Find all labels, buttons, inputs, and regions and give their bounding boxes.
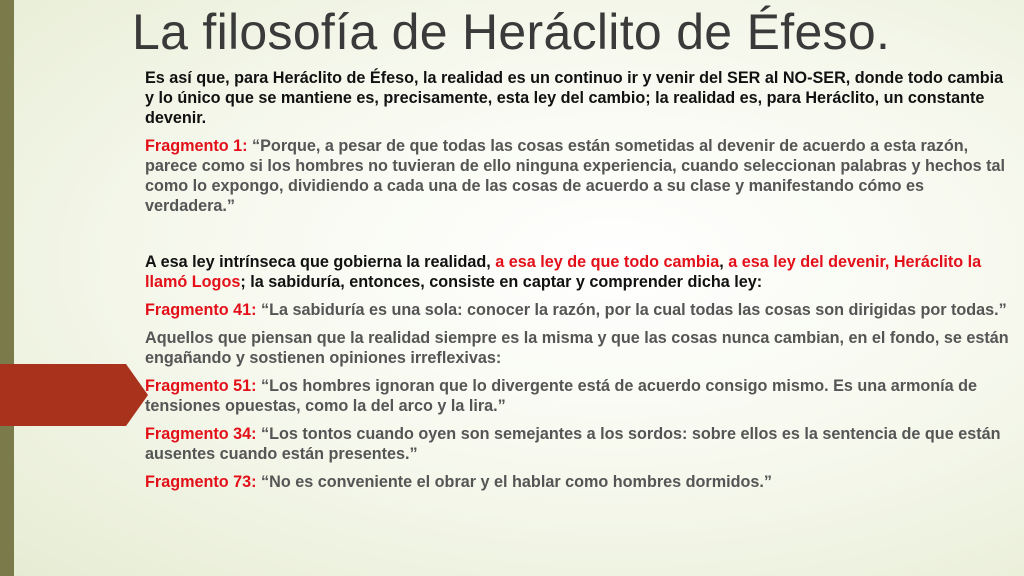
red-arrow-tab [0,364,148,426]
logos-highlight-2: a esa ley del devenir, Heráclito la llamó Logos [145,253,982,291]
fragment-73-label: Fragmento 73: [145,473,257,491]
left-accent-bar [0,0,14,576]
fragment-41-paragraph [145,300,1015,320]
fragment-51-text: “Los hombres ignoran que lo divergente está de acuerdo consigo mismo. Es una armonía de tensiones opuestas, como la del arco y la lira.” [145,377,978,415]
fragment-51-label: Fragmento 51: [145,377,257,395]
fragment-1-paragraph [145,136,1015,216]
logos-paragraph [145,252,1015,292]
intro-paragraph: Es así que, para Heráclito de Éfeso, la realidad es un continuo ir y venir del SER al NO-SER, donde todo cambia y lo único que se mantiene es, precisamente, esta ley del cambio; la realidad es, para Heráclito, un constante devenir. [145,69,1004,127]
logos-text-3: ; la sabiduría, entonces, consiste en captar y comprender dicha ley: [240,273,763,291]
fragment-34-paragraph [145,424,1015,464]
slide-body [145,68,1015,500]
fragment-41-label: Fragmento 41: [145,301,257,319]
fragment-41-text: “La sabiduría es una sola: conocer la razón, por la cual todas las cosas son dirigidas por todas.” [256,301,1007,319]
fragment-51-paragraph [145,376,1015,416]
slide-title: La filosofía de Heráclito de Éfeso. [132,4,891,60]
logos-text-1: A esa ley intrínseca que gobierna la realidad, [145,253,496,271]
fragment-73-paragraph [145,472,1015,492]
fragment-1-label: Fragmento 1: [145,137,248,155]
reality-paragraph: Aquellos que piensan que la realidad siempre es la misma y que las cosas nunca cambian, en el fondo, se están engañando y sostienen opiniones irreflexivas: [145,329,1009,367]
fragment-73-text: “No es conveniente el obrar y el hablar como hombres dormidos.” [256,473,772,491]
fragment-34-text: “Los tontos cuando oyen son semejantes a los sordos: sobre ellos es la sentencia de que están ausentes cuando están presentes.” [145,425,1001,463]
spacer [145,224,1015,252]
logos-highlight-1: a esa ley de que todo cambia [495,253,720,271]
fragment-34-label: Fragmento 34: [145,425,257,443]
fragment-1-text: “Porque, a pesar de que todas las cosas están sometidas al devenir de acuerdo a esta razón, parece como si los hombres no tuvieran de ello ninguna experiencia, cuando seleccionan palabras y hechos tal como lo expongo, dividiendo a cada una de las cosas de acuerdo a su clase y manifestando cómo es verdadera.” [145,137,1006,215]
logos-text-2: , [719,253,729,271]
